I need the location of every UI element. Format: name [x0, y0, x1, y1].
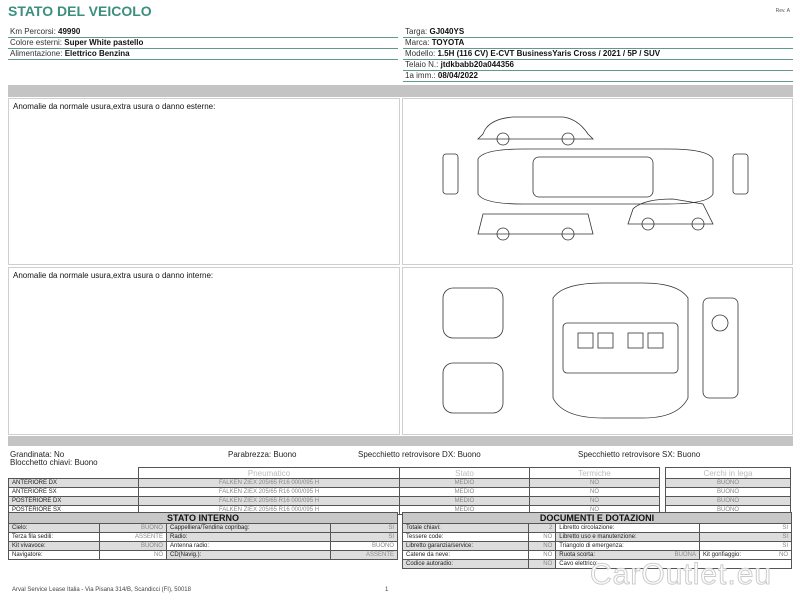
- specchietto-dx: Specchietto retrovisore DX: Buono: [358, 450, 481, 459]
- table-row: Catene da neve: NO Ruota scorta: BUONA Kit gonfiaggio: NO: [403, 551, 792, 560]
- info-telaio: Telaio N.: jtdkbabb20a044356: [403, 60, 793, 71]
- table-row: Kit vivavoce: BUONO Antenna radio: BUONO: [9, 542, 398, 551]
- header-pneumatico: Pneumatico: [139, 468, 400, 479]
- table-row: Libretto garanzia/service: NO Triangolo di emergenza: SI: [403, 542, 792, 551]
- separator-bar: [8, 85, 793, 97]
- info-immatricolazione: 1a imm.: 08/04/2022: [403, 71, 793, 82]
- internal-car-diagram: [402, 267, 793, 435]
- table-row: Cielo: BUONO Cappelliera/Tendina copribag: SI: [9, 524, 398, 533]
- table-row: ANTERIORE DX FALKEN ZIEX 205/65 R16 000/095 H MEDIO NO: [9, 479, 660, 488]
- info-modello: Modello: 1.5H (116 CV) E-CVT BusinessYaris Cross / 2021 / 5P / SUV: [403, 49, 793, 60]
- internal-damage-panel: [8, 267, 400, 435]
- right-info: [403, 27, 793, 82]
- info-colore: Colore esterni: Super White pastello: [8, 38, 398, 49]
- table-row: Terza fila sedili: ASSENTE Radio: SI: [9, 533, 398, 542]
- watermark-logo: CarOutlet.eu: [590, 558, 773, 591]
- cerchi-table: [665, 467, 791, 515]
- stato-interno-table: [8, 512, 398, 560]
- table-row: ANTERIORE SX FALKEN ZIEX 205/65 R16 000/095 H MEDIO NO: [9, 488, 660, 497]
- table-row: Totale chiavi: 2 Libretto circolazione: SI: [403, 524, 792, 533]
- footer-address: Arval Service Lease Italia - Via Pisana 314/B, Scandicci (FI), 50018: [12, 587, 191, 593]
- documenti-title: DOCUMENTI E DOTAZIONI: [403, 513, 792, 524]
- info-km: Km Percorsi: 49990: [8, 27, 398, 38]
- table-row: Navigatore: NO CD(Navig.): ASSENTE: [9, 551, 398, 560]
- info-targa: Targa: GJ040YS: [403, 27, 793, 38]
- table-row: BUONO: [666, 497, 791, 506]
- table-row: POSTERIORE SX FALKEN ZIEX 205/65 R16 000/095 H MEDIO NO: [9, 506, 660, 515]
- blocchetto-chiavi: Blocchetto chiavi: Buono: [10, 458, 98, 467]
- header-stato: Stato: [400, 468, 530, 479]
- stato-interno-title: STATO INTERNO: [9, 513, 398, 524]
- table-row: Codice autoradio: NO Cavo elettrico:: [403, 560, 792, 569]
- page-title: STATO DEL VEICOLO: [8, 3, 152, 19]
- header-termiche: Termiche: [530, 468, 660, 479]
- left-info: [8, 27, 398, 60]
- info-marca: Marca: TOYOTA: [403, 38, 793, 49]
- table-row: BUONO: [666, 479, 791, 488]
- separator-bar-2: [8, 436, 793, 446]
- revision: Rev. A: [775, 8, 790, 14]
- tyre-table: [8, 467, 660, 515]
- external-damage-label: Anomalie da normale usura,extra usura o danno esterne:: [13, 102, 216, 111]
- table-row: BUONO: [666, 506, 791, 515]
- specchietto-sx: Specchietto retrovisore SX: Buono: [578, 450, 701, 459]
- grandinata: Grandinata: No: [10, 450, 65, 459]
- table-row: POSTERIORE DX FALKEN ZIEX 205/65 R16 000/095 H MEDIO NO: [9, 497, 660, 506]
- external-damage-panel: [8, 98, 400, 265]
- page-number: 1: [385, 587, 389, 593]
- external-car-diagram: [402, 98, 793, 265]
- header-cerchi: Cerchi in lega: [666, 468, 791, 479]
- parabrezza: Parabrezza: Buono: [228, 450, 297, 459]
- table-row: BUONO: [666, 488, 791, 497]
- table-row: Tessere code: NO Libretto uso e manutenzione: SI: [403, 533, 792, 542]
- internal-damage-label: Anomalie da normale usura,extra usura o danno interne:: [13, 271, 214, 280]
- info-alimentazione: Alimentazione: Elettrico Benzina: [8, 49, 398, 60]
